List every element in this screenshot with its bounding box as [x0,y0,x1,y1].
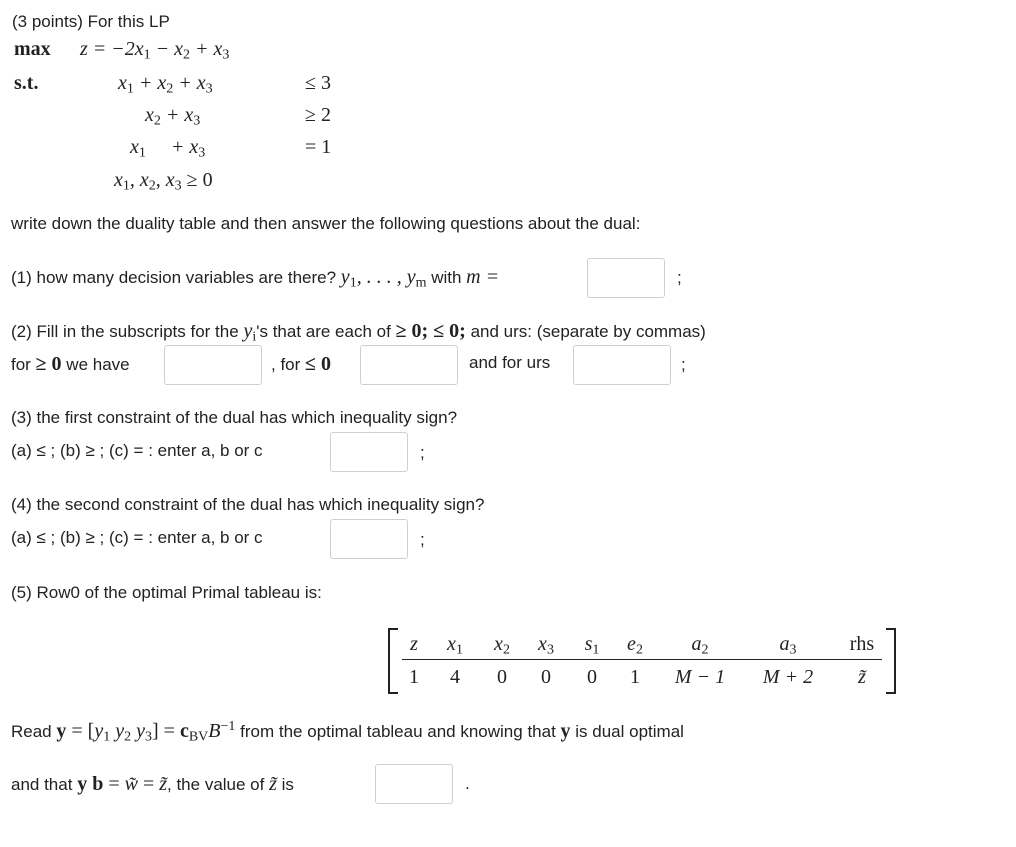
q1-answer-input[interactable] [587,258,665,298]
tableau-header-x1: $x_1$ [447,633,463,658]
q1-label: (1) how many decision variables are there? [11,268,337,287]
q1-math: $y_1$, . . . , $y_m$ [340,266,427,291]
lp-constraint-3-value: 1 [321,136,332,158]
tableau-left-bracket [388,628,398,694]
lp-constraint-3-sign: = [305,136,317,158]
lp-constraint-1-sign: ≤ [305,72,316,94]
q5-read-line [11,720,684,743]
tableau-value-x2: 0 [497,666,507,688]
q5-read-prefix: Read [11,722,52,741]
q5-dual-optimal: is dual optimal [575,722,684,741]
lp-max-label: max [14,38,51,60]
q2-geq0: ≥ 0 [35,353,62,375]
q2-semicolon: ; [681,355,686,374]
q4-answer-input[interactable] [330,519,408,559]
lp-constraint-2-lhs: $x_2 + x_3$ [145,104,201,129]
q5-text: (5) Row0 of the optimal Primal tableau is: [11,583,322,602]
q5-and-that: and that [11,775,73,794]
tableau-value-x1: 4 [450,666,460,688]
tableau-header-s1: $s_1$ [584,633,600,658]
lp-constraint-1-lhs: $x_1 + x_2 + x_3$ [118,72,213,97]
q1-m-eq: m = [466,266,500,288]
tableau-value-e2: 1 [630,666,640,688]
q5-ztilde: z̃ [269,773,277,795]
q2-leq-answer-input[interactable] [360,345,458,385]
q1-semicolon: ; [677,268,682,287]
tableau-value-rhs: z̃ [858,666,866,688]
q2-urs-label: and for urs [469,353,551,372]
lp-nonnegativity: $x_1$, $x_2$, $x_3 \ge 0$ [114,169,213,194]
lp-objective: $z = -2x_1 - x_2 + x_3$ [80,38,230,63]
lp-constraint-3-lhs: $x_1$ + $x_3$ [130,136,206,161]
q2-text [11,320,706,343]
q2-we-have: we have [66,355,130,374]
question-header: (3 points) For this LP [12,12,170,31]
q2-for: for [11,355,31,374]
lp-constraint-1-rhs [305,72,331,95]
q5-y-bold: y [560,720,571,742]
q3-answer-input[interactable] [330,432,408,472]
q2-for-geq-label [11,353,130,376]
tableau-value-x3: 0 [541,666,551,688]
q4-options: (a) ≤ ; (b) ≥ ; (c) = : enter a, b or c [11,528,263,547]
q1-text [11,266,499,289]
q4-text: (4) the second constraint of the dual has which inequality sign? [11,495,485,514]
tableau-value-a3: M + 2 [762,666,814,688]
q2-leq0: ≤ 0 [305,353,332,375]
lp-constraint-2-sign: ≥ [305,104,316,126]
q2-for-leq-label [271,353,331,376]
q2-signs: ≥ 0; ≤ 0; [395,320,466,342]
tableau-value-a2: M − 1 [674,666,726,688]
q2-label-2: 's that are each of [256,322,391,341]
lp-st-label: s.t. [14,72,39,94]
tableau-value-s1: 0 [587,666,597,688]
q5-period: . [465,774,470,793]
q5-value-line [11,773,294,796]
q2-label: (2) Fill in the subscripts for the [11,322,239,341]
q1-with: with [431,268,462,287]
tableau-header-a2: $a_2$ [691,633,709,658]
q5-read-suffix: from the optimal tableau and knowing that [240,722,556,741]
q3-semicolon: ; [420,443,425,462]
tableau-header-x2: $x_2$ [494,633,510,658]
q2-label-3: and urs: (separate by commas) [470,322,706,341]
q3-text: (3) the first constraint of the dual has which inequality sign? [11,408,458,427]
q2-geq-answer-input[interactable] [164,345,262,385]
tableau-right-bracket [886,628,896,694]
lp-constraint-2-value: 2 [320,104,331,126]
q3-options: (a) ≤ ; (b) ≥ ; (c) = : enter a, b or c [11,441,263,460]
tableau-header-x3: $x_3$ [538,633,554,658]
q2-urs-answer-input[interactable] [573,345,671,385]
tableau-header-rule [402,659,882,660]
tableau-header-a3: $a_3$ [779,633,797,658]
q5-answer-input[interactable] [375,764,453,804]
primal-tableau-row0 [388,628,896,694]
q5-yb-math: y b = w̃ = z̃ [77,773,168,795]
q5-read-math: $y = [y_1$ $y_2$ $y_3] = c_{BV}B^{-1}$ [56,719,236,745]
q5-is: is [281,775,294,794]
q4-semicolon: ; [420,530,425,549]
q2-for2: , for [271,355,301,374]
tableau-header-rhs: rhs [849,633,875,655]
lp-constraint-2-rhs [305,104,331,127]
tableau-header-z: z [410,633,418,655]
lp-constraint-3-rhs [305,136,331,159]
tableau-header-e2: $e_2$ [627,633,643,658]
tableau-value-z: 1 [409,666,419,688]
q2-yi: $y_i$ [243,320,257,345]
intro-text: write down the duality table and then answer the following questions about the dual: [11,214,641,233]
lp-constraint-1-value: 3 [320,72,331,94]
q5-value-text: , the value of [167,775,265,794]
